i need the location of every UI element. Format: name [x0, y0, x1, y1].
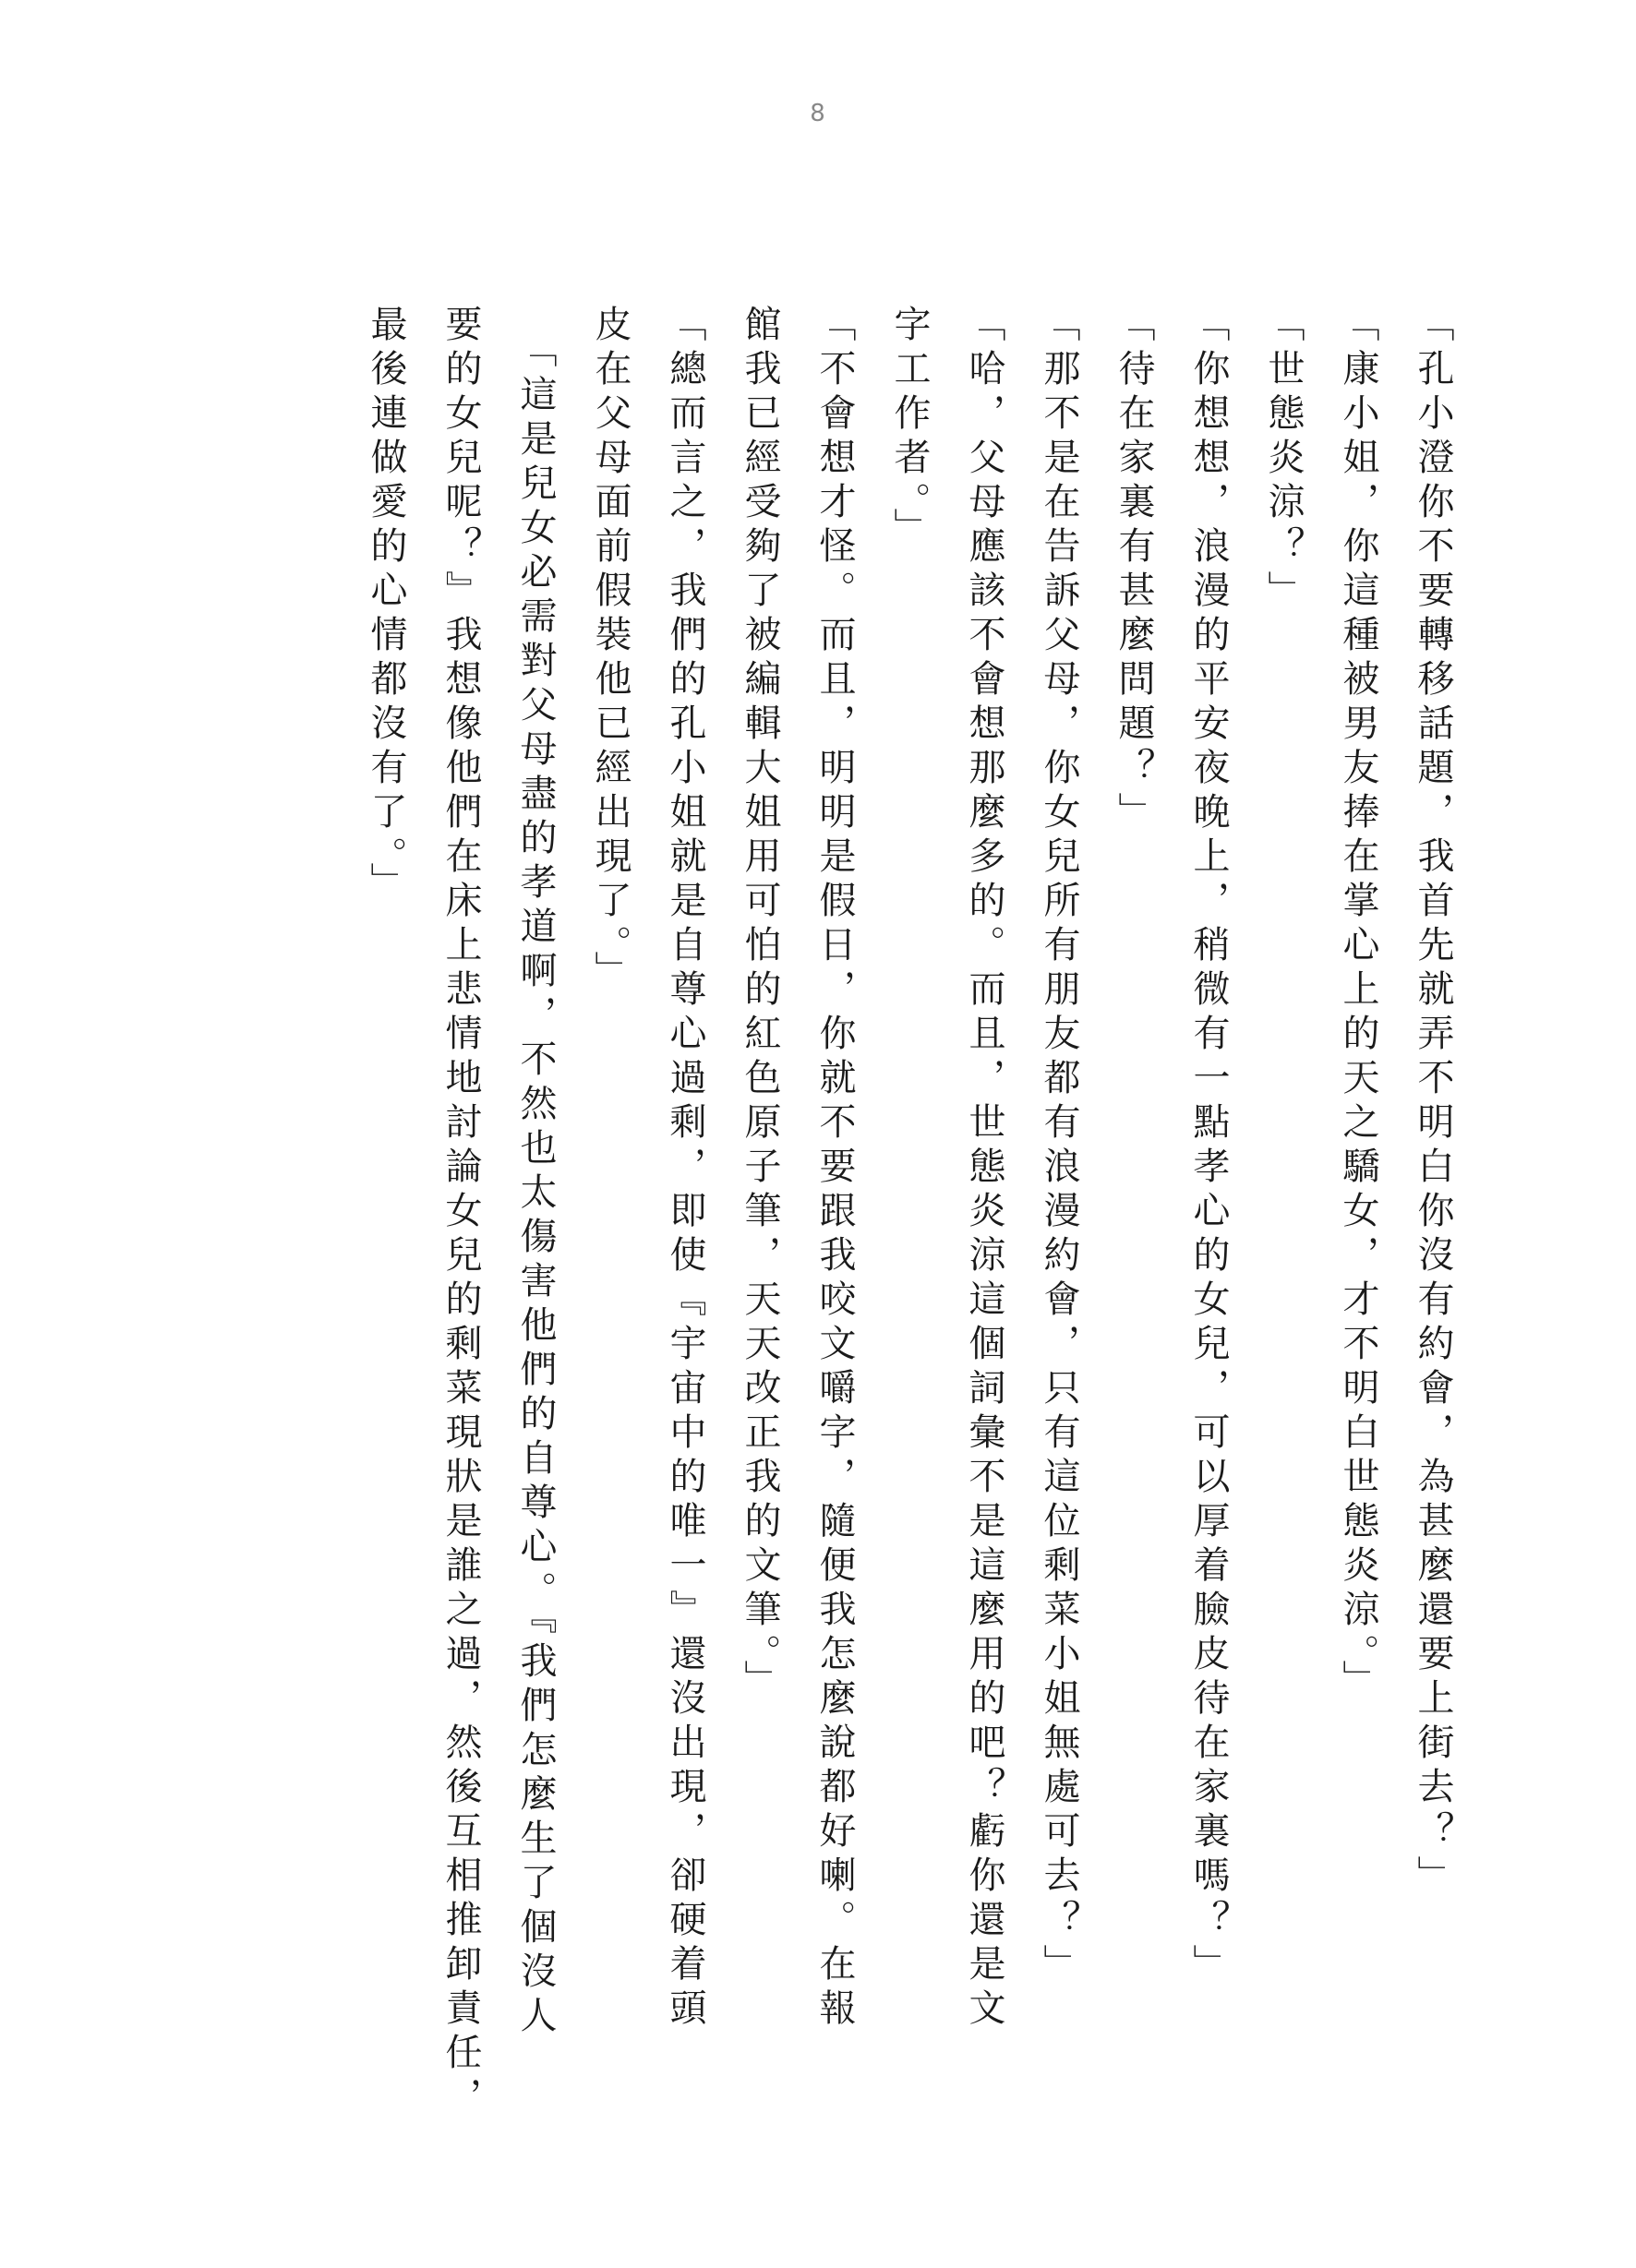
text-column: 「總而言之，我們的孔小姐就是自尊心過剩，即使『宇宙中的唯一』還沒出現，卻硬着頭	[664, 305, 706, 2033]
text-column: 「你想想，浪漫的平安夜晚上，稍微有一點孝心的女兒，可以厚着臉皮待在家裏嗎？」	[1187, 305, 1230, 1988]
text-column: 館我已經受夠了被編輯大姐用可怕的紅色原子筆，天天改正我的文筆。」	[739, 305, 781, 1704]
text-column: 「哈，父母應該不會想那麼多的。而且，世態炎涼這個詞彙不是這麼用的吧？虧你還是文	[963, 305, 1005, 2033]
text-column: 「那不是在告訴父母，你女兒所有朋友都有浪漫約會，只有這位剩菜小姐無處可去？」	[1038, 305, 1080, 1988]
text-column: 最後連做愛的心情都沒有了。」	[365, 305, 407, 906]
page-number: 8	[810, 100, 826, 127]
text-column: 字工作者。」	[888, 305, 931, 552]
text-column: 「孔小澄你不要轉移話題，我首先就弄不明白你沒有約會，為甚麼還要上街去？」	[1412, 305, 1454, 1900]
text-column: 皮在父母面前假裝他已經出現了。」	[589, 305, 632, 995]
text-column: 「這是兒女必需對父母盡的孝道啊，不然也太傷害他們的自尊心。『我們怎麼生了個沒人	[514, 305, 557, 2040]
vertical-text-body	[348, 305, 1470, 2132]
text-column: 「世態炎涼？」	[1262, 305, 1305, 615]
text-column: 「待在家裏有甚麼問題？」	[1113, 305, 1155, 836]
text-column: 「不會想才怪。而且，明明是假日，你就不要跟我咬文嚼字，隨便我怎麼說都好喇。在報	[813, 305, 856, 2033]
text-column: 「康小姐，你這種被男友捧在掌心上的天之驕女，才不明白世態炎涼。」	[1337, 305, 1379, 1704]
text-column: 要的女兒呢？』我想像他們在床上悲情地討論女兒的剩菜現狀是誰之過，然後互相推卸責任，	[439, 305, 482, 2121]
